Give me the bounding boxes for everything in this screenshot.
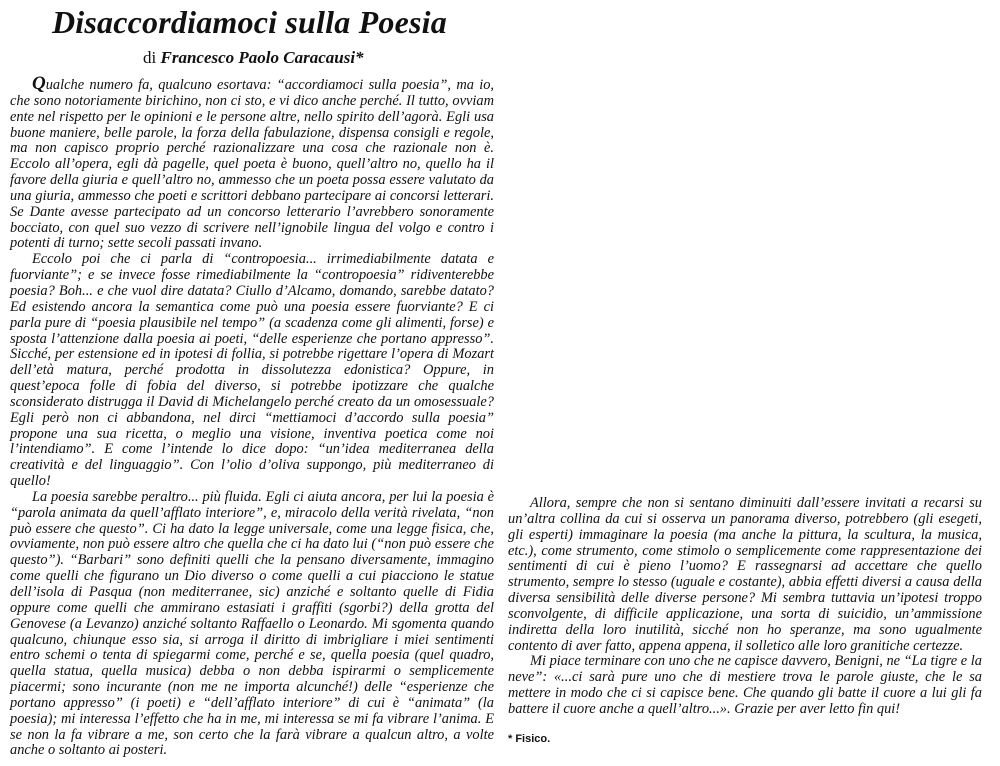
- footnote: * Fisico.: [508, 733, 551, 745]
- paragraph: Mi piace terminare con uno che ne capisce davvero, Benigni, ne “La tigre e la neve”: «...ci sarà pure uno che di mestiere trova le parole giuste, che le sa mettere in modo che ci si capisce bene. Che quando gli batte il cuore a lui gli fa battere il cuore anche a quell’altro...». Grazie per aver letto fin qui!: [508, 653, 982, 717]
- byline-prefix: di: [143, 48, 157, 67]
- paragraph: Allora, sempre che non si sentano diminuiti dall’essere invitati a recarsi su un’altra collina da cui si osserva un panorama diverso, potrebbero (gli esegeti, gli esperti) immaginare la poesia (ma anche la pittura, la scultura, la musica, etc.), come strumento, come stimolo o semplicemente come rappresentazione dei sentimenti di cui è pieno l’uomo? E rassegnarsi ad accettare che quello strumento, sempre lo stesso (uguale e costante), abbia effetti diversi a causa della diversa sensibilità delle diverse persone? Mi sembra tuttavia un’ipotesi troppo sconvolgente, di difficile applicazione, una sorta di suicidio, un’ammissione indiretta della loro inutilità, sicché non ho speranze, ma sono ugualmente contento di aver fatto, appena appena, il solletico alle loro granitiche certezze.: [508, 495, 982, 654]
- byline: [143, 48, 364, 68]
- initial-letter: Q: [32, 73, 46, 94]
- paragraph: La poesia sarebbe peraltro... più fluida. Egli ci aiuta ancora, per lui la poesia è “parola animata da quell’afflato interiore”, e, miracolo della verità rivelata, “non può essere che questo”. Ci ha dato la legge universale, come una legge fisica, che, ovviamente, non può essere altro che quella che ci ha dato lui (“non può essere che questo”). “Barbari” sono definiti quelli che la pensano diversamente, immagino come quelli che figurano un Dio diverso o come quelli a cui piacciono le statue dell’isola di Pasqua (non mediterranee, sic) anziché e soltanto quelle di Fidia oppure come quelli che ammirano estasiati i graffiti (sgorbi?) della grotta del Genovese (a Levanzo) anziché soltanto Raffaello o Leonardo. Mi sgomenta quando qualcuno, chiunque esso sia, si arroga il diritto di imbrigliare i miei sentimenti entro schemi o tenta di spiegarmi come, perché e se, quella poesia (quel quadro, quella statua, quella musica) debba o non debba ispirarmi o semplicemente piacermi; sono incurante (non me ne importa alcunché!) delle “esperienze che portano appresso” (i poeti) e “dell’afflato interiore” di cui è “animata” (la poesia); mi interessa l’effetto che ha in me, mi interessa se mi fa vibrare l’anima. E se non la fa vibrare a me, son certo che la farà vibrare a qualcun altro, a volte anche o soltanto ai posteri.: [10, 488, 494, 759]
- author-name: Francesco Paolo Caracausi*: [160, 48, 364, 67]
- right-column: [508, 496, 982, 718]
- article-title: Disaccordiamoci sulla Poesia: [52, 4, 447, 40]
- paragraph: [10, 73, 494, 252]
- left-column: [10, 73, 494, 759]
- paragraph: Eccolo poi che ci parla di “contropoesia... irrimediabilmente datata e fuorviante”; e se invece fosse rimediabilmente la “contropoesia” ridiventerebbe poesia? Boh... e che vuol dire datata? Ciullo d’Alcamo, domando, sarebbe datato? Ed esistendo ancora la semantica come può una poesia essere fuorviante? E ci parla pure di “poesia plausibile nel tempo” (a scadenza come gli alimenti, forse) e sposta l’attenzione dalla poesia ai poeti, “delle esperienze che portano appresso”. Sicché, per estensione ed in ipotesi di follia, si potrebbe rigettare l’opera di Mozart dell’età matura, perché prodotta in dissolutezza edonistica? Oppure, in quest’epoca folle di fobia del diverso, si potrebbe ipotizzare che qualche sconsiderato distrugga il David di Michelangelo perché creato da un omosessuale? Egli però non ci abbandona, nel dirci “mettiamoci d’accordo sulla poesia” propone una sua ricetta, o meglio una visione, inventiva poetica come noi l’intendiamo”. E come l’intende lo dice dopo: “un’idea mediterranea della creatività e del linguaggio”. Con l’olio d’oliva suppongo, più mediterraneo di quello!: [10, 251, 494, 490]
- paragraph-text: ualche numero fa, qualcuno esortava: “accordiamoci sulla poesia”, ma io, che sono notoriamente birichino, non ci sto, e vi dico anche perché. Il tutto, ovviam ente nel rispetto per le opinioni e le persone altre, nello spirito dell’agorà. Egli usa buone maniere, belle parole, la forza della fabulazione, dispensa consigli e regole, ma non capisco proprio perché razionalizzare una cosa che razionale non è. Eccolo all’opera, egli dà pagelle, quel poeta è buono, quell’altro no, quello ha il favore della giuria e quell’altro no, ammesso che un poeta possa essere valutato da una giuria, ammesso che poeti e scrittori debbano partecipare ai concorsi letterari. Se Dante avesse partecipato ad un concorso letterario l’avrebbero sonoramente bocciato, con quel suo vezzo di scrivere nell’ignobile lingua del volgo e contro i potenti di turno; sette secoli passati invano.: [10, 77, 494, 252]
